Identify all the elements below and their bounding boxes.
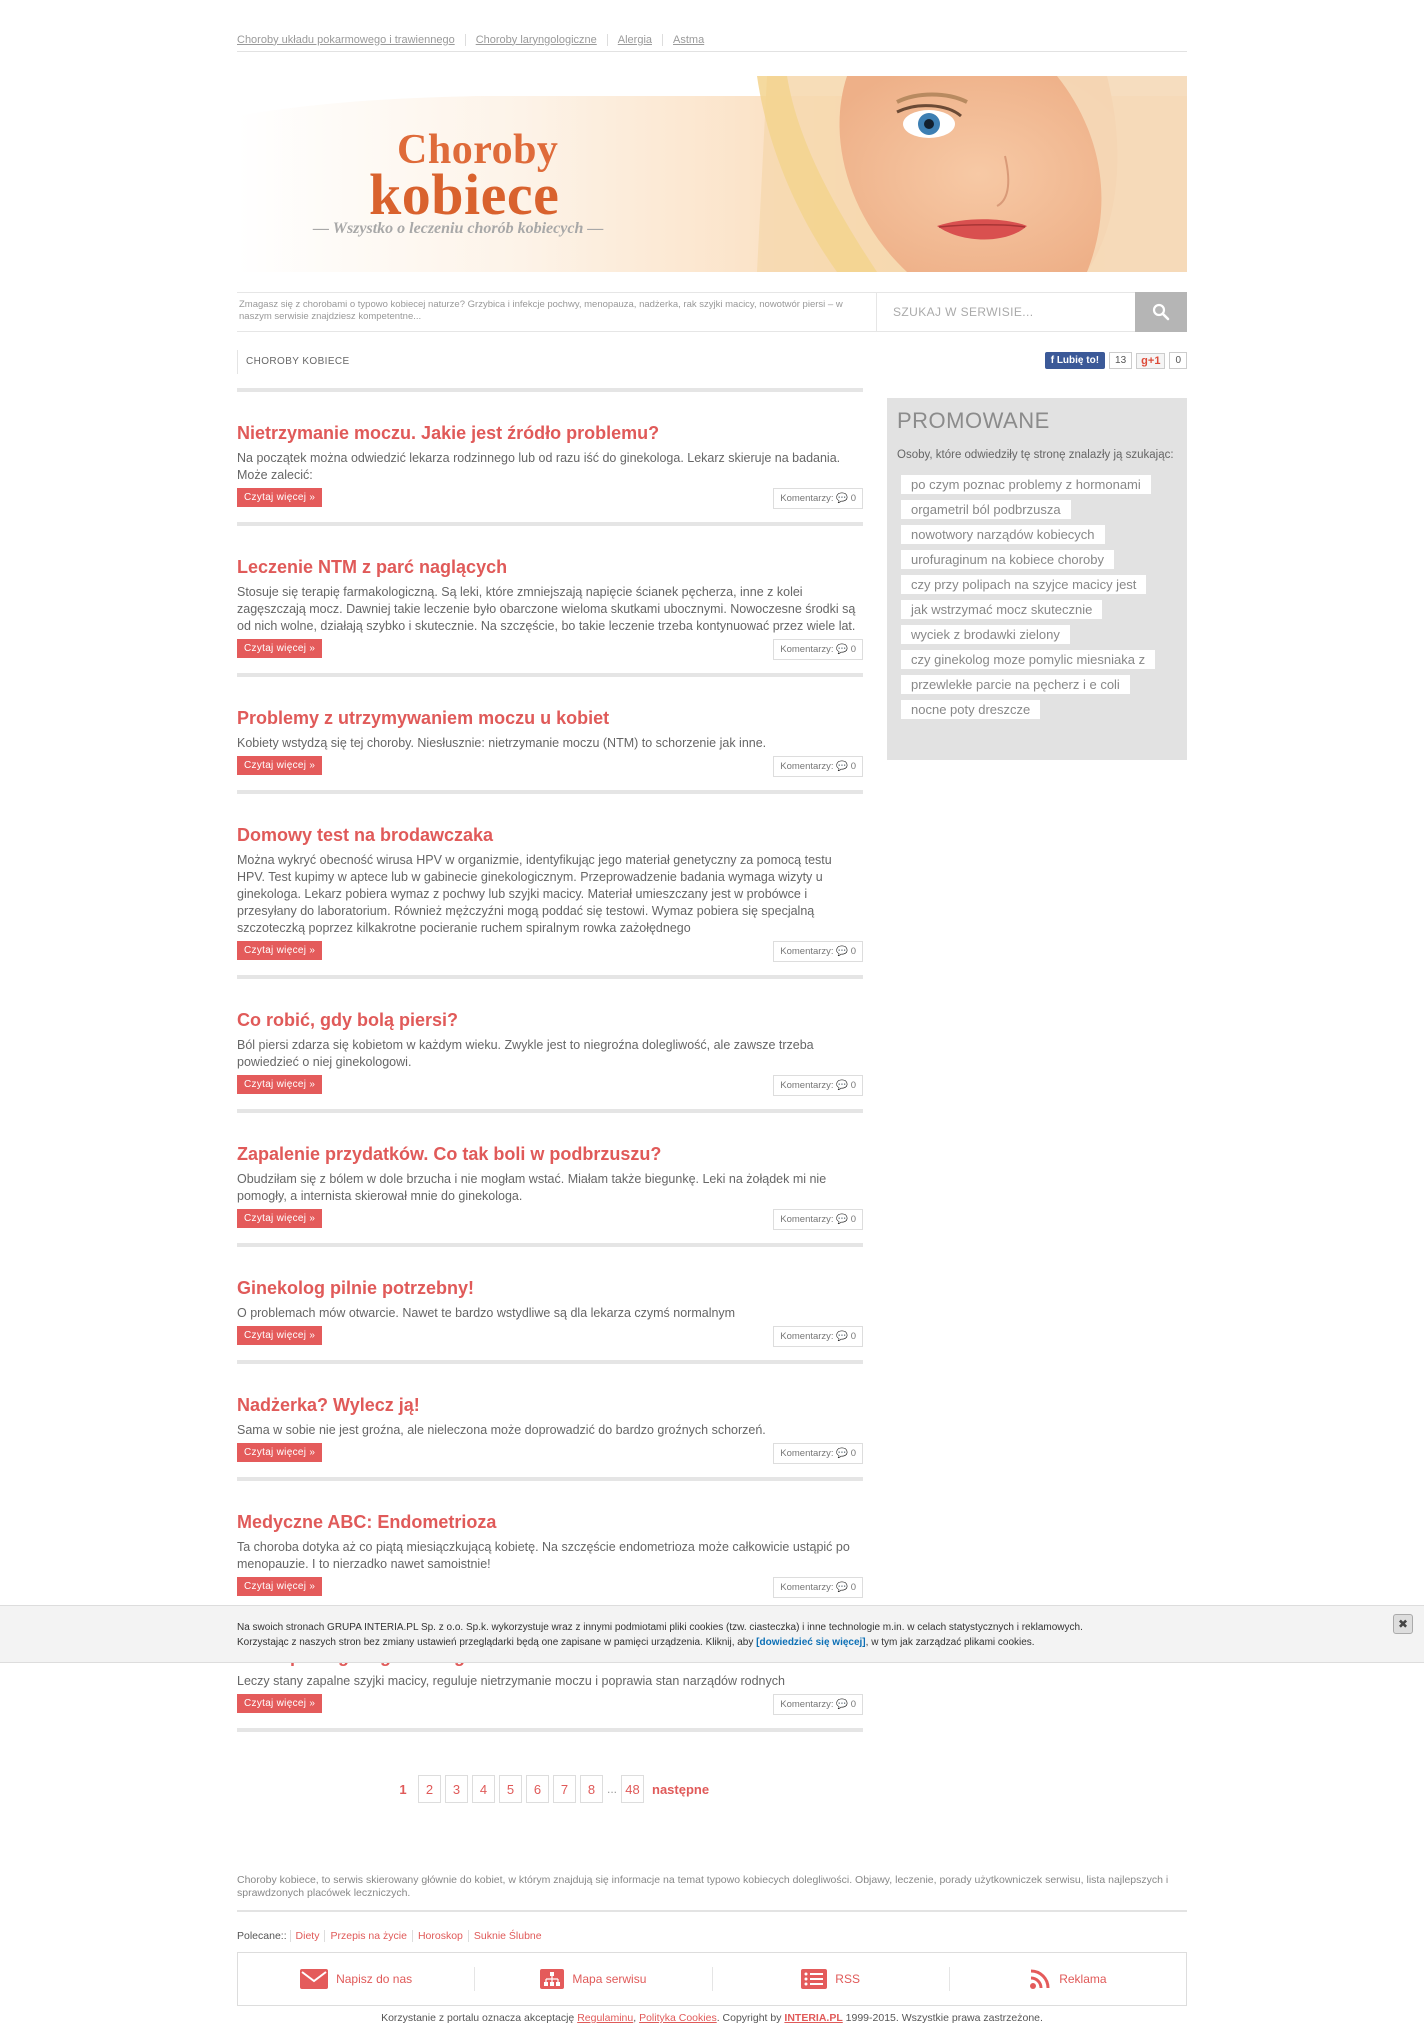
sidebar-title: PROMOWANE — [897, 408, 1050, 433]
article-list — [237, 388, 866, 1732]
top-nav-link[interactable]: Astma — [662, 34, 714, 46]
facebook-like-label: Lubię to! — [1056, 355, 1100, 366]
article-title[interactable]: Ginekolog pilnie potrzebny! — [237, 1278, 475, 1298]
top-nav-link[interactable]: Choroby laryngologiczne — [465, 34, 607, 46]
page-link[interactable]: 5 — [499, 1775, 522, 1803]
article-title[interactable]: Medyczne ABC: Endometrioza — [237, 1512, 497, 1532]
read-more-button[interactable]: Czytaj więcej » — [237, 1443, 322, 1462]
intro-text: Zmagasz się z chorobami o typowo kobiecej naturze? Grzybica i infekcje pochwy, menopauza, nadżerka, rak szyjki macicy, nowotwór piersi – w naszym serwisie znajdziesz kompetentne... — [237, 292, 877, 332]
article-title[interactable]: Nadżerka? Wylecz ją! — [237, 1395, 420, 1415]
footer-contact-link[interactable] — [238, 1967, 474, 1991]
cookie-text — [237, 1620, 1177, 1650]
google-plus-count: 0 — [1169, 352, 1187, 369]
comment-icon: 💬 — [836, 1331, 849, 1342]
comment-icon: 💬 — [836, 644, 849, 655]
copyright-text: 1999-2015. Wszystkie prawa zastrzeżone. — [842, 2012, 1043, 2024]
cookie-learn-more-link[interactable]: [dowiedzieć się więcej] — [756, 1637, 866, 1648]
article-excerpt: Stosuje się terapię farmakologiczną. Są leki, które zmniejszają napięcie ścianek pęcherza, inne z kolei zagęszczają mocz. Dawniej takie leczenie było obarczone wieloma skutkami ubocznymi. Nowoczesne środki są od nich wolne, działają szybko i skutecznie. Na szczęście, bo takie leczenie trzeba kontynuować przez wiele lat. — [237, 585, 856, 633]
comment-icon: 💬 — [836, 1080, 849, 1091]
comment-icon: 💬 — [836, 1582, 849, 1593]
recommended-links — [237, 1930, 547, 1942]
sitemap-icon — [540, 1969, 564, 1989]
comments-count[interactable] — [773, 1075, 863, 1096]
envelope-icon — [300, 1969, 328, 1989]
comments-count[interactable] — [773, 488, 863, 509]
article-title[interactable]: Leczenie NTM z parć naglących — [237, 557, 508, 577]
comment-icon: 💬 — [836, 1448, 849, 1459]
recommended-link[interactable]: Horoskop — [412, 1930, 468, 1942]
facebook-like-count: 13 — [1109, 352, 1132, 369]
tag-list — [897, 472, 1177, 722]
page-link[interactable]: 2 — [418, 1775, 441, 1803]
article-excerpt: Można wykryć obecność wirusa HPV w organizmie, identyfikując jego materiał genetyczny za pomocą testu HPV. Test kupimy w aptece lub w gabinecie ginekologicznym. Przeprowadzenie badania wymaga wizyty u ginekologa. Lekarz pobiera wymaz z pochwy lub szyjki macicy. Materiał umieszczany jest w probówce i przesyłany do laboratorium. Również mężczyźni mogą poddać się testowi. Wymaz pobiera się specjalną szczoteczką poprzez kilkakrotne pocieranie ruchem spiralnym rowka zażołędnego — [237, 853, 832, 935]
comments-label: Komentarzy: — [780, 1699, 834, 1710]
cookie-text-line3: , w tym jak zarządzać plikami cookies. — [865, 1637, 1035, 1648]
copyright: Korzystanie z portalu oznacza akceptację Regulaminu, Polityka Cookies. Copyright by INTERIA.PL 1999-2015. Wszystkie prawa zastrzeżone. — [381, 2012, 1043, 2024]
article-item — [237, 673, 863, 778]
breadcrumb-row — [237, 350, 1187, 374]
page-link[interactable]: 4 — [472, 1775, 495, 1803]
comment-icon: 💬 — [836, 761, 849, 772]
article-item — [237, 388, 863, 510]
comments-count[interactable] — [773, 756, 863, 777]
footer-link-label: Napisz do nas — [336, 1972, 413, 1986]
facebook-like-button[interactable] — [1045, 352, 1105, 369]
search-tag[interactable]: po czym poznac problemy z hormonami — [901, 475, 1151, 494]
comments-number: 0 — [850, 493, 856, 504]
page-link[interactable]: 3 — [445, 1775, 468, 1803]
article-excerpt: Na początek można odwiedzić lekarza rodzinnego lub od razu iść do ginekologa. Lekarz skieruje na badania. Może zalecić: — [237, 451, 841, 482]
page-link[interactable]: 6 — [526, 1775, 549, 1803]
article-item — [237, 790, 863, 963]
comments-count[interactable] — [773, 1443, 863, 1464]
article-excerpt: Kobiety wstydzą się tej choroby. Niesłusznie: nietrzymanie moczu (NTM) to schorzenie jak inne. — [237, 736, 767, 750]
article-title[interactable]: Domowy test na brodawczaka — [237, 825, 494, 845]
comments-label: Komentarzy: — [780, 1214, 834, 1225]
footer-link-bar — [237, 1952, 1187, 2006]
search-tag[interactable]: przewlekłe parcie na pęcherz i e coli — [901, 675, 1130, 694]
comments-number: 0 — [850, 946, 856, 957]
search-tag[interactable]: czy przy polipach na szyjce macicy jest — [901, 575, 1146, 594]
read-more-button[interactable]: Czytaj więcej » — [237, 1075, 322, 1094]
comment-icon: 💬 — [836, 1214, 849, 1225]
footer-rss-link[interactable] — [712, 1967, 949, 1991]
search-tag[interactable]: jak wstrzymać mocz skutecznie — [901, 600, 1102, 619]
search-button[interactable] — [1135, 292, 1187, 332]
comments-number: 0 — [850, 1214, 856, 1225]
search-tag[interactable]: nowotwory narządów kobiecych — [901, 525, 1105, 544]
copyright-text: . Copyright by — [716, 2012, 782, 2024]
comments-count[interactable] — [773, 941, 863, 962]
read-more-button[interactable]: Czytaj więcej » — [237, 1694, 322, 1713]
read-more-button[interactable]: Czytaj więcej » — [237, 1209, 322, 1228]
article-item — [237, 1360, 863, 1465]
comments-label: Komentarzy: — [780, 1448, 834, 1459]
footer-link-label: Reklama — [1059, 1972, 1107, 1986]
comments-number: 0 — [850, 1582, 856, 1593]
page-current: 1 — [399, 1781, 407, 1797]
pagination — [392, 1775, 709, 1803]
recommended-link[interactable]: Diety — [290, 1930, 325, 1942]
list-icon — [801, 1969, 827, 1989]
article-title[interactable]: Co robić, gdy bolą piersi? — [237, 1010, 459, 1030]
article-excerpt: O problemach mów otwarcie. Nawet te bardzo wstydliwe są dla lekarza czymś normalnym — [237, 1306, 736, 1320]
article-title[interactable]: Zapalenie przydatków. Co tak boli w podbrzuszu? — [237, 1144, 662, 1164]
cookie-text-line1: Na swoich stronach GRUPA INTERIA.PL Sp. z o.o. Sp.k. wykorzystuje wraz z innymi podmiotami pliki cookies (tzw. ciasteczka) i inne technologie m.in. w celach statystycznych i reklamowych. — [237, 1622, 1083, 1633]
cookie-banner — [0, 1605, 1424, 1663]
read-more-button[interactable]: Czytaj więcej » — [237, 1326, 322, 1345]
search-tag[interactable]: nocne poty dreszcze — [901, 700, 1040, 719]
article-item — [237, 1109, 863, 1231]
top-nav — [237, 28, 1187, 52]
copyright-text: Korzystanie z portalu oznacza akceptację — [381, 2012, 575, 2024]
article-item — [237, 975, 863, 1097]
comments-number: 0 — [850, 761, 856, 772]
woman-face-image — [757, 76, 1187, 272]
comments-number: 0 — [850, 1699, 856, 1710]
footer-link-label: Mapa serwisu — [572, 1972, 647, 1986]
next-page-link[interactable]: następne — [652, 1781, 710, 1797]
comments-count[interactable] — [773, 1326, 863, 1347]
comment-icon: 💬 — [836, 946, 849, 957]
read-more-button[interactable]: Czytaj więcej » — [237, 941, 322, 960]
comments-label: Komentarzy: — [780, 946, 834, 957]
article-excerpt: Ta choroba dotyka aż co piątą miesiączkującą kobietę. Na szczęście endometrioza może całkowicie ustąpić po menopauzie. I to nierzadko nawet samoistnie! — [237, 1540, 850, 1571]
promoted-sidebar — [887, 398, 1187, 760]
article-title[interactable]: Nietrzymanie moczu. Jakie jest źródło problemu? — [237, 423, 660, 443]
footer-description: Choroby kobiece, to serwis skierowany głównie do kobiet, w którym znajdują się informacje na temat typowo kobiecych dolegliwości. Objawy, leczenie, porady użytkowniczek serwisu, lista najlepszych i sprawdzonych placówek leczniczych. — [237, 1874, 1187, 1912]
read-more-button[interactable]: Czytaj więcej » — [237, 639, 322, 658]
comments-label: Komentarzy: — [780, 1582, 834, 1593]
footer-ads-link[interactable] — [949, 1967, 1186, 1991]
article-item — [237, 1243, 863, 1348]
article-excerpt: Obudziłam się z bólem w dole brzucha i nie mogłam wstać. Miałam także biegunkę. Leki na żołądek mi nie pomogły, a internista skierował mnie do ginekologa. — [237, 1172, 827, 1203]
logo-line-1[interactable]: Choroby — [397, 127, 559, 173]
comments-label: Komentarzy: — [780, 761, 834, 772]
facebook-icon: f — [1050, 355, 1057, 366]
logo-line-2[interactable]: kobiece — [369, 162, 560, 227]
comments-count[interactable] — [773, 639, 863, 660]
comments-count[interactable] — [773, 1209, 863, 1230]
cookie-text-line2: Korzystając z naszych stron bez zmiany ustawień przeglądarki będą one zapisane w pamięci urządzenia. Kliknij, aby — [237, 1637, 754, 1648]
comments-label: Komentarzy: — [780, 493, 834, 504]
footer-sitemap-link[interactable] — [474, 1967, 711, 1991]
read-more-button[interactable]: Czytaj więcej » — [237, 1577, 322, 1596]
sidebar-subtitle: Osoby, które odwiedziły tę stronę znalazły ją szukając: — [897, 449, 1174, 461]
intro-search-bar — [237, 292, 1187, 332]
search-tag[interactable]: orgametril ból podbrzusza — [901, 500, 1071, 519]
page-link-last[interactable]: 48 — [621, 1775, 644, 1803]
article-excerpt: Leczy stany zapalne szyjki macicy, reguluje nietrzymanie moczu i poprawia stan narządów rodnych — [237, 1674, 785, 1688]
comments-number: 0 — [850, 1080, 856, 1091]
cookie-policy-link[interactable]: Polityka Cookies — [639, 2012, 717, 2024]
header-banner — [237, 76, 1187, 272]
search-tag[interactable]: czy ginekolog moze pomylic miesniaka z — [901, 650, 1155, 669]
rss-icon — [1029, 1968, 1051, 1990]
page-link[interactable]: 7 — [553, 1775, 576, 1803]
read-more-button[interactable]: Czytaj więcej » — [237, 756, 322, 775]
terms-link[interactable]: Regulaminu — [577, 2012, 634, 2024]
article-excerpt: Ból piersi zdarza się kobietom w każdym wieku. Zwykle jest to niegroźna dolegliwość, ale zawsze trzeba powiedzieć o niej ginekologowi. — [237, 1038, 814, 1069]
breadcrumb[interactable]: CHOROBY KOBIECE — [237, 350, 358, 374]
article-excerpt: Sama w sobie nie jest groźna, ale nieleczona może doprowadzić do bardzo groźnych schorzeń. — [237, 1423, 766, 1437]
cookie-close-button[interactable]: ✖ — [1393, 1614, 1413, 1634]
top-nav-link[interactable]: Choroby układu pokarmowego i trawiennego — [237, 33, 455, 46]
comments-number: 0 — [850, 1448, 856, 1459]
comments-label: Komentarzy: — [780, 644, 834, 655]
divider — [237, 1728, 863, 1732]
top-nav-link[interactable]: Alergia — [607, 34, 662, 46]
recommended-link[interactable]: Suknie Ślubne — [468, 1930, 547, 1942]
comments-number: 0 — [850, 644, 856, 655]
comments-count[interactable] — [773, 1577, 863, 1598]
search-tag[interactable]: wyciek z brodawki zielony — [901, 625, 1070, 644]
interia-link[interactable]: INTERIA.PL — [784, 2012, 843, 2024]
social-buttons — [1045, 352, 1187, 369]
search-input[interactable]: SZUKAJ W SERWISIE... — [877, 292, 1135, 332]
comments-count[interactable] — [773, 1694, 863, 1715]
recommended-label: Polecane:: — [237, 1930, 287, 1942]
recommended-link[interactable]: Przepis na życie — [324, 1930, 411, 1942]
comments-label: Komentarzy: — [780, 1080, 834, 1091]
footer-link-label: RSS — [835, 1972, 860, 1986]
search-icon — [1152, 303, 1170, 321]
page-link[interactable]: 8 — [580, 1775, 603, 1803]
comments-number: 0 — [850, 1331, 856, 1342]
article-title[interactable]: Problemy z utrzymywaniem moczu u kobiet — [237, 708, 610, 728]
comments-label: Komentarzy: — [780, 1331, 834, 1342]
page-ellipsis: ... — [607, 1782, 618, 1796]
tagline: — Wszystko o leczeniu chorób kobiecych — — [313, 220, 604, 237]
comment-icon: 💬 — [836, 1699, 849, 1710]
article-item — [237, 522, 863, 661]
google-plus-button[interactable]: g+1 — [1136, 353, 1165, 369]
comment-icon: 💬 — [836, 493, 849, 504]
article-item — [237, 1477, 863, 1599]
search-tag[interactable]: urofuraginum na kobiece choroby — [901, 550, 1114, 569]
read-more-button[interactable]: Czytaj więcej » — [237, 488, 322, 507]
